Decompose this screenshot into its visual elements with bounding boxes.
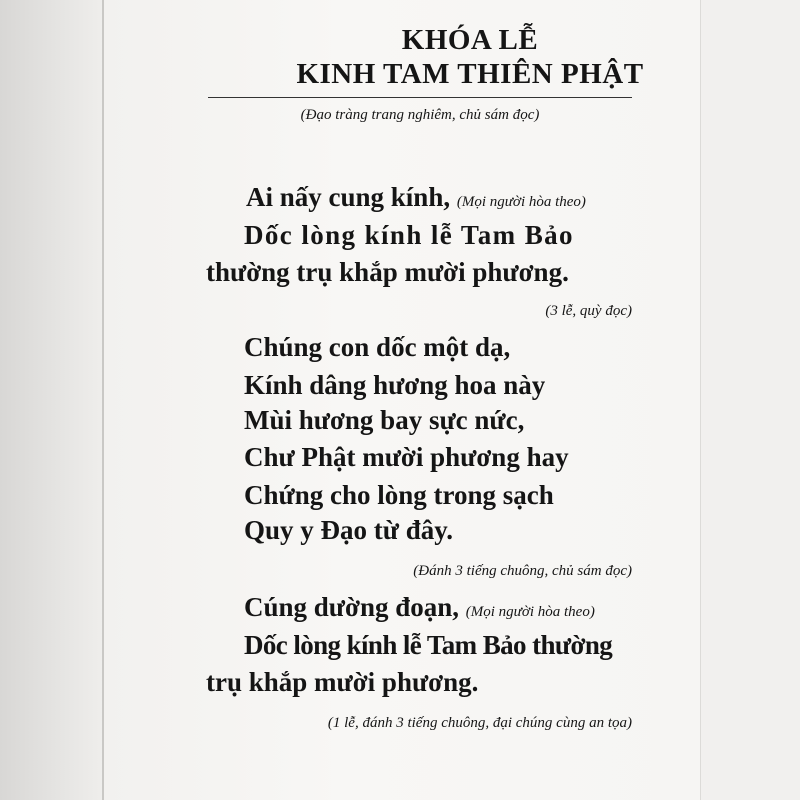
opening-note: (Đạo tràng trang nghiêm, chủ sám đọc)	[300, 107, 540, 123]
verse-line: Kính dâng hương hoa này	[244, 370, 546, 400]
verse-line: Chứng cho lòng trong sạch	[244, 480, 554, 510]
line-cung-duong-text: Cúng dường đoạn,	[244, 592, 459, 622]
line-final-1: Dốc lòng kính lễ Tam Bảo thường	[244, 630, 613, 660]
line-ai-nay	[246, 182, 586, 213]
title-divider	[208, 97, 632, 98]
line-cung-duong-note: (Mọi người hòa theo)	[465, 604, 595, 620]
verse-line: Chư Phật mười phương hay	[244, 442, 569, 472]
page-subtitle: KINH TAM THIÊN PHẬT	[296, 58, 644, 90]
line-ai-nay-note: (Mọi người hòa theo)	[456, 194, 586, 210]
note-final: (1 lễ, đánh 3 tiếng chuông, đại chúng cùng an tọa)	[327, 715, 632, 731]
verse-line: Quy y Đạo từ đây.	[244, 515, 453, 545]
verse-line: Mùi hương bay sực nức,	[244, 405, 525, 435]
note-bell: (Đánh 3 tiếng chuông, chủ sám đọc)	[413, 563, 632, 579]
line-ai-nay-text: Ai nấy cung kính,	[246, 182, 451, 212]
note-bows: (3 lễ, quỳ đọc)	[545, 303, 632, 319]
line-cung-duong	[244, 592, 595, 623]
verse-line: Chúng con dốc một dạ,	[244, 332, 511, 362]
line-final-2: trụ khắp mười phương.	[206, 667, 479, 697]
line-thuong-tru: thường trụ khắp mười phương.	[206, 257, 569, 287]
page-title: KHÓA LỄ	[401, 24, 539, 56]
line-doc-long: Dốc lòng kính lễ Tam Bảo	[244, 220, 574, 250]
